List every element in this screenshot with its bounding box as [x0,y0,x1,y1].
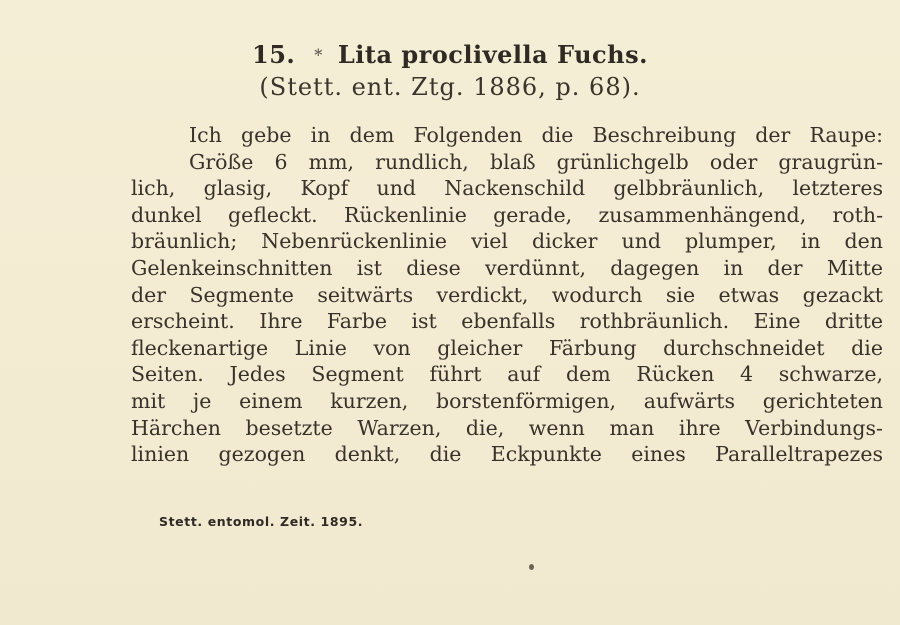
body-line: Gelenkeinschnitten ist diese verdünnt, dagegen in der Mitte [131,255,883,280]
body-line: Seiten. Jedes Segment führt auf dem Rücken 4 schwarze, [131,362,883,387]
body-line: bräunlich; Nebenrückenlinie viel dicker und plumper, in den [131,229,883,254]
asterisk-marker: * [314,45,323,64]
body-line: erscheint. Ihre Farbe ist ebenfalls rothbräunlich. Eine dritte [131,309,883,334]
body-line: fleckenartige Linie von gleicher Färbung durchschneidet die [131,335,883,360]
body-line: Größe 6 mm, rundlich, blaß grünlichgelb oder graugrün- [189,149,883,174]
ink-speck [529,564,534,570]
show-through-text [60,0,880,22]
entry-number: 15. [252,40,296,69]
entry-title: Lita proclivella Fuchs. [337,40,648,69]
body-line: linien gezogen denkt, die Eckpunkte eines Paralleltrapezes [131,442,883,467]
body-line: Ich gebe in dem Folgenden die Beschreibung der Raupe: [189,123,883,147]
entry-heading [0,42,900,68]
body-line: Härchen besetzte Warzen, die, wenn man ihre Verbindungs- [131,415,883,440]
body-line: der Segmente seitwärts verdickt, wodurch sie etwas gezackt [131,282,883,307]
entry-reference: (Stett. ent. Ztg. 1886, p. 68). [259,73,641,101]
body-line: dunkel gefleckt. Rückenlinie gerade, zusammenhängend, roth- [131,202,883,227]
body-line: mit je einem kurzen, borstenförmigen, aufwärts gerichteten [131,388,883,413]
body-line: lich, glasig, Kopf und Nackenschild gelbbräunlich, letzteres [131,176,883,201]
source-caption: Stett. entomol. Zeit. 1895. [159,514,364,529]
body-paragraph [131,122,883,468]
